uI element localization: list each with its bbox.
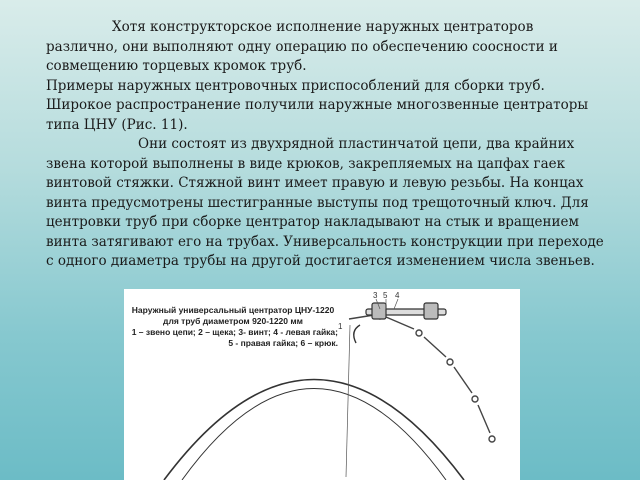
part-number: 1: [338, 322, 343, 331]
pipe-outer-arc: [164, 380, 464, 480]
paragraph-intro: Хотя конструкторское исполнение наружных центраторов различно, они выполняют одну операцию по обеспечению соосности и совмещению торцевых кромок труб.: [46, 19, 558, 74]
part-number: 5: [383, 291, 388, 300]
caption-legend-2: 5 - правая гайка; 6 – крюк.: [228, 338, 338, 348]
screw-assembly: [366, 303, 446, 319]
part-number: 3: [373, 291, 378, 300]
chain-links: [349, 313, 495, 442]
paragraph-cnu: Широкое распространение получили наружные многозвенные центраторы типа ЦНУ (Рис. 11).: [46, 97, 589, 133]
caption-title: Наружный универсальный центратор ЦНУ-1220: [131, 305, 335, 315]
centrator-figure: [124, 289, 520, 480]
part-number: 4: [395, 291, 400, 300]
caption-legend-1: 1 – звено цепи; 2 – щека; 3- винт; 4 - левая гайка;: [131, 327, 338, 337]
pipe-inner-arc: [182, 389, 446, 480]
hook: [354, 325, 360, 343]
slide-text: [46, 18, 608, 272]
paragraph-examples: Примеры наружных центровочных приспособлений для сборки труб.: [46, 77, 545, 94]
leader-lines: [346, 299, 398, 477]
caption-subtitle: для труб диаметром 920-1220 мм: [163, 316, 303, 326]
paragraph-description: Они состоят из двухрядной пластинчатой цепи, два крайних звена которой выполнены в виде крюков, закрепляемых на цапфах гаек винтовой стяжки. Стяжной винт имеет правую и левую резьбы. На концах винта предусмотрены шестигранные выступы под трещоточный ключ. Для центровки труб при сборке центратор накладывают на стык и вращением винта затягивают его на трубах. Универсальность конструкции при переходе с одного диаметра трубы на другой достигается изменением числа звеньев.: [46, 136, 604, 269]
figure-caption: [124, 305, 342, 349]
